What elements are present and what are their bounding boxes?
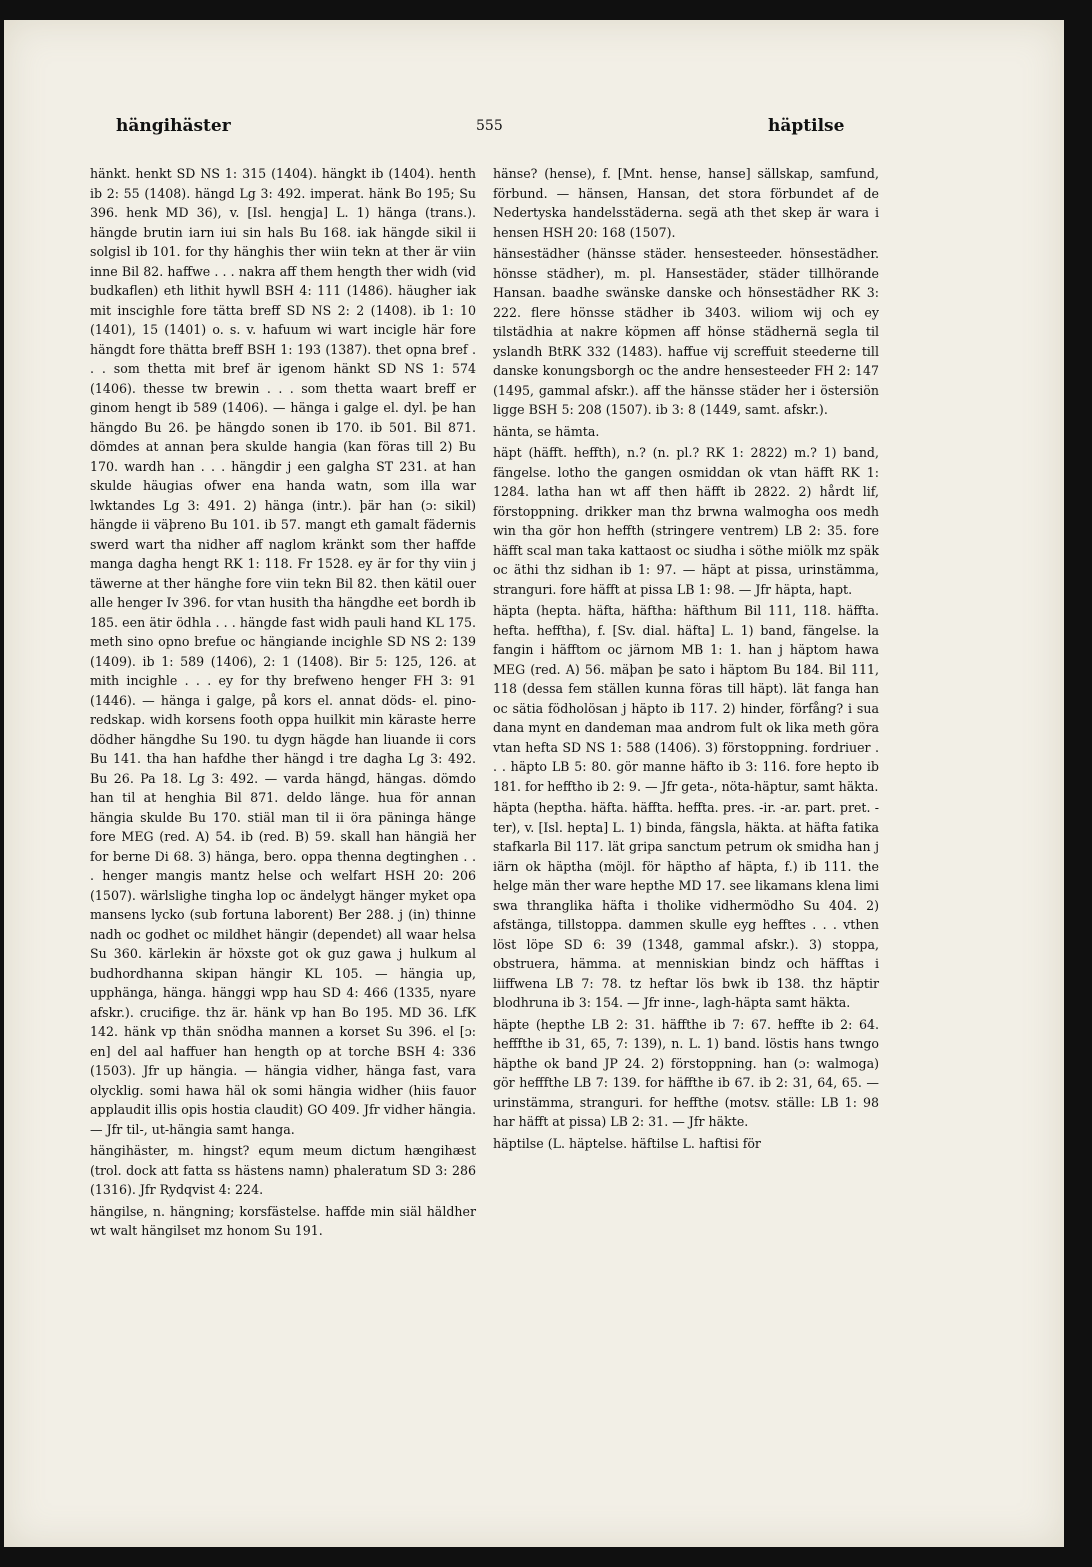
page-number: 555: [476, 118, 503, 134]
entry-hapt: häpt (häfft. heffth), n.? (n. pl.? RK 1: 2822) m.? 1) band, fängelse. lotho the gangen osmiddan ok vtan häfft RK 1: 1284. latha han wt aff then häfft ib 2822. 2) hårdt lif, förstoppning. drikker man thz brwna walmogha oos medh win tha gör hon heffth (stringere ventrem) LB 2: 35. fore häfft scal man taka kattaost oc siudha i söthe miölk mz späk oc äthi thz sidhan ib 1: 97. — häpt at pissa, urinstämma, stranguri. fore häfft at pissa LB 1: 98. — Jfr häpta, hapt.: [493, 445, 879, 597]
entry-hangilse: hängilse, n. hängning; korsfästelse. haffde min siäl häldher wt walt hängilset mz honom Su 191.: [90, 1203, 476, 1238]
left-column: [90, 164, 476, 1241]
right-column: [493, 164, 879, 1153]
entry-hanse: hänse? (hense), f. [Mnt. hense, hanse] sällskap, samfund, förbund. — hänsen, Hansan, det stora förbundet af de Nedertyska handelsstäderna. segä ath thet skep är wara i hensen HSH 20: 168 (1507).: [493, 166, 879, 240]
running-head-right: häptilse: [768, 116, 845, 136]
entry-hapta-verb: häpta (heptha. häfta. häffta. heffta. pres. -ir. -ar. part. pret. -ter), v. [Isl. hepta] L. 1) binda, fängsla, häkta. at häfta fatika stafkarla Bil 117. lät gripa sanctum petrum ok smidha han j iärn ok häptha (möjl. för häptho af häpta, f.) ib 111. the helge män ther ware hepthe MD 17. see likamans klena limi swa thranglika häfta i tholike vidhermödho Su 404. 2) afstänga, tillstoppa. dammen skulle eyg hefftes . . . vthen löst löpe SD 6: 39 (1348, gammal afskr.). 3) stoppa, obstruera, hämma. at menniskian bindz och häfftas i liiffwena LB 7: 78. tz heftar lös bwk ib 138. thz häptir blodhruna ib 3: 154. — Jfr inne-, lagh-häpta samt häkta.: [493, 800, 879, 1010]
entry-hapta-noun: häpta (hepta. häfta, häftha: häfthum Bil 111, 118. häffta. hefta. hefftha), f. [Sv. dial. häfta] L. 1) band, fängelse. la fangin i häfftom oc järnom MB 1: 1. han j häptom hawa MEG (red. A) 56. mäþan þe sato i häptom Bu 184. Bil 111, 118 (dessa fem ställen kunna föras till häpt). lät fanga han oc sätia födholösan j häpto ib 117. 2) hinder, förfång? i sua dana mynt en dandeman maa androm fult ok lika meth göra vtan hefta SD NS 1: 588 (1406). 3) förstoppning. fordriuer . . . häpto LB 5: 80. gör manne häfto ib 3: 116. fore hepto ib 181. for hefftho ib 2: 9. — Jfr geta-, nöta-häptur, samt häkta.: [493, 603, 879, 794]
entry-haptilse: häptilse (L. häptelse. häftilse L. haftisi för: [493, 1135, 761, 1151]
entry-hansestadher: hänsestädher (hänsse städer. hensesteeder. hönsestädher. hönsse städher), m. pl. Hansestäder, städer tillhörande Hansan. baadhe swänske danske och hönsestädher RK 3: 222. flere hönsse städher ib 3403. wiliom wij och ey tilstädhia at nakre köpmen aff hönse städhernä segla til yslandh BtRK 332 (1483). haffue vij screffuit steederne till danske konungsborgh oc the andre hensesteeder FH 2: 147 (1495, gammal afskr.). aff the hänsse städer her i östersiön ligge BSH 5: 208 (1507). ib 3: 8 (1449, samt. afskr.).: [493, 246, 879, 417]
entry-hangihaster: hängihäster, m. hingst? equm meum dictum hængihæst (trol. dock att fatta ss hästens namn) phaleratum SD 3: 286 (1316). Jfr Rydqvist 4: 224.: [90, 1143, 476, 1197]
entry-hanka: hänkt. henkt SD NS 1: 315 (1404). hängkt ib (1404). henth ib 2: 55 (1408). hängd Lg 3: 492. imperat. hänk Bo 195; Su 396. henk MD 36), v. [Isl. hengja] L. 1) hänga (trans.). hängde brutin iarn iui sin hals Bu 168. iak hängde sikil ii solgisl ib 101. for thy hänghis ther wiin tekn at ther är viin inne Bil 82. haffwe . . . nakra aff them hength ther widh (vid budkaflen) eth lithit hywll BSH 4: 111 (1486). häugher iak mit inscighle fore tätta breff SD NS 2: 2 (1408). ib 1: 10 (1401), 15 (1401) o. s. v. hafuum wi wart incigle här fore hängdt fore thätta breff BSH 1: 193 (1387). thet opna bref . . . som thetta mit bref är igenom hänkt SD NS 1: 574 (1406). thesse tw brewin . . . som thetta waart breff er ginom hengt ib 589 (1406). — hänga i galge el. dyl. þe han hängdo Bu 26. þe hängdo sonen ib 170. ib 501. Bil 871. dömdes at annan þera skulde hangia (kan föras till 2) Bu 170. wardh han . . . hängdir j een galgha ST 231. at han skulde häugias ofwer ena handa watn, som illa war lwktandes Lg 3: 491. 2) hänga (intr.). þär han (ɔ: sikil) hängde ii väþreno Bu 101. ib 57. mangt eth gamalt fädernis swerd wart tha nidher aff naglom kränkt som ther haffde manga dagha hengt RK 1: 118. Fr 1528. ey är for thy viin j täwerne at ther hänghe fore viin tekn Bil 82. then kätil ouer alle henger Iv 396. for vtan husith tha hängdhe eet bordh ib 185. een ätir ödhla . . . hängde fast widh pauli hand KL 175. meth sino opno brefue oc hängiande incighle SD NS 2: 139 (1409). ib 1: 589 (1406), 2: 1 (1408). Bir 5: 125, 126. at mith incighle . . . ey for thy brefweno henger FH 3: 91 (1446). — hänga i galge, på kors el. annat döds- el. pino-redskap. widh korsens footh oppa huilkit min käraste herre dödher hängdhe Su 190. tu dygn hägde han liuande ii cors Bu 141. tha han hafdhe ther hängd i tre dagha Lg 3: 492. Bu 26. Pa 18. Lg 3: 492. — varda hängd, hängas. dömdo han til at henghia Bil 871. deldo länge. hua för annan hängia skulde Bu 170. stiäl man til ii öra päninga hänge fore MEG (red. A) 54. ib (red. B) 59. skall han hängiä her for berne Di 68. 3) hänga, bero. oppa thenna degtinghen . . . henger mangis mantz helse och welfart HSH 20: 206 (1507). wärlslighe tingha lop oc ändelygt hänger myket opa mansens lycko (sub fortuna laborent) Ber 288. j (in) thinne nadh oc godhet oc mildhet hängir (dependet) all waar helsa Su 360. kärlekin är höxste got ok guz gawa j hulkum al budhordhanna skipan hängir KL 105. — hängia up, upphänga, hänga. hänggi wpp hau SD 4: 466 (1335, nyare afskr.). crucifige. thz är. hänk vp han Bo 195. MD 36. LfK 142. hänk vp thän snödha mannen a korset Su 396. el [ɔ: en] del aal haffuer han hength op at torche BSH 4: 336 (1503). Jfr up hängia. — hängia vidher, hänga fast, vara olycklig. somi hawa häl ok somi hängia widher (hiis fauor applaudit illis opis hostia claudit) GO 409. Jfr vidher hängia. — Jfr til-, ut-hängia samt hanga.: [90, 166, 476, 1137]
entry-hapte: häpte (hepthe LB 2: 31. häffthe ib 7: 67. heffte ib 2: 64. hefffthe ib 31, 65, 7: 139), n. L. 1) band. löstis hans twngo häpthe ok band JP 24. 2) förstoppning. han (ɔ: walmoga) gör hefffthe LB 7: 139. for häffthe ib 67. ib 2: 31, 64, 65. — urinstämma, stranguri. for heffthe (motsv. ställe: LB 1: 98 har häfft at pissa) LB 2: 31. — Jfr häkte.: [493, 1016, 879, 1129]
entry-hanta: hänta, se hämta.: [493, 423, 600, 439]
running-head-left: hängihäster: [116, 116, 231, 136]
